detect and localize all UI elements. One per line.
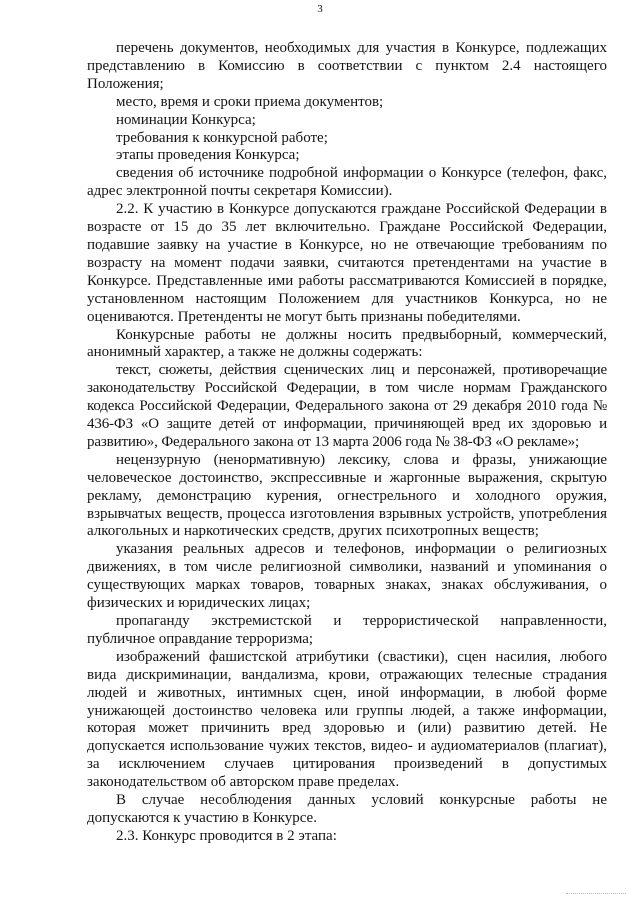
paragraph-2-2-eligibility: 2.2. К участию в Конкурсе допускаются граждане Российской Федерации в возрасте от 15 до 35 лет включительно. Граждане Российской Федерации, подавшие заявку на участие в Конкурсе, но не отвечающие требованиям по возрасту на момент подачи заявки, считаются претендентами на участие в Конкурсе. Представленные ими работы рассматриваются Комиссией в порядке, установленном настоящим Положением для участников Конкурса, но не оцениваются. Претенденты не могут быть признаны победителями. <box>87 201 607 325</box>
paragraph-info-source: сведения об источнике подробной информации о Конкурсе (телефон, факс, адрес электронной почты секретаря Комиссии). <box>87 165 607 200</box>
paragraph-legislation: текст, сюжеты, действия сценических лиц и персонажей, противоречащие законодательству Российской Федерации, в том числе нормам Гражданского кодекса Российской Федерации, Федерального закона от 29 декабря 2010 года № 436-ФЗ «О защите детей от информации, причиняющей вред их здоровью и развитию», Федерального закона от 13 марта 2006 года № 38-ФЗ «О рекламе»; <box>87 362 607 450</box>
paragraph-addresses: указания реальных адресов и телефонов, информации о религиозных движениях, в том числе религиозной символики, названий и упоминания о существующих марках товаров, товарных знаках, знаках обслуживания, о физических и юридических лицах; <box>87 541 607 612</box>
paragraph-2-3-stages: 2.3. Конкурс проводится в 2 этапа: <box>116 827 337 844</box>
scan-artifact <box>566 893 626 900</box>
document-body <box>87 40 607 846</box>
page-number: 3 <box>317 3 323 15</box>
paragraph-extremism: пропаганду экстремистской и террористической направленности, публичное оправдание терроризма; <box>87 613 607 647</box>
paragraph-fascist-symbols: изображений фашистской атрибутики (свастики), сцен насилия, любого вида дискриминации, вандализма, крови, отражающих телесные страдания людей и животных, интимных сцен, иной информации, в любой форме унижающей достоинство человека или группы людей, а также информации, которая может причинить вред здоровью и (или) развитию детей. Не допускается использование чужих текстов, видео- и аудиоматериалов (плагиат), за исключением случаев цитирования произведений в допустимых законодательством об авторском праве пределах. <box>87 648 607 791</box>
paragraph-profanity: нецензурную (ненормативную) лексику, слова и фразы, унижающие человеческое достоинство, экспрессивные и жаргонные выражения, скрытую рекламу, демонстрацию курения, огнестрельного и холодного оружия, взрывчатых веществ, процесса изготовления взрывных устройств, употребления алкогольных и наркотических средств, других психотропных веществ; <box>87 451 607 540</box>
paragraph-restrictions-intro: Конкурсные работы не должны носить предвыборный, коммерческий, анонимный характер, а также не должны содержать: <box>87 326 607 361</box>
paragraph-stages: этапы проведения Конкурса; <box>116 147 300 164</box>
paragraph-requirements: требования к конкурсной работе; <box>116 129 328 146</box>
paragraph-place-time: место, время и сроки приема документов; <box>116 93 384 110</box>
paragraph-nominations: номинации Конкурса; <box>116 111 256 128</box>
paragraph-documents-list: перечень документов, необходимых для участия в Конкурсе, подлежащих представлению в Комиссию в соответствии с пунктом 2.4 настоящего Положения; <box>87 40 607 92</box>
paragraph-non-compliance: В случае несоблюдения данных условий конкурсные работы не допускаются к участию в Конкурсе. <box>87 792 607 826</box>
